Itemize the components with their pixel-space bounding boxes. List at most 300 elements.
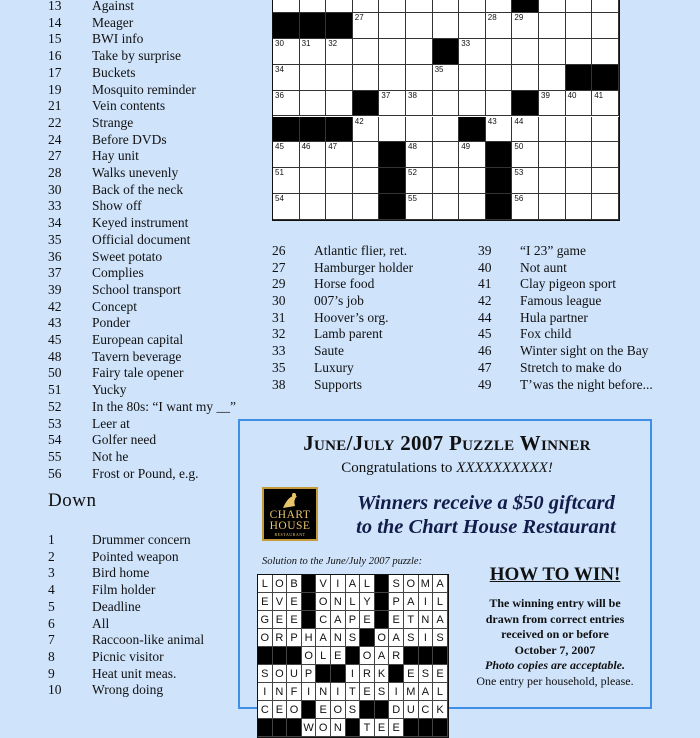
solution-cell: I <box>258 683 273 701</box>
crossword-cell[interactable] <box>379 13 406 39</box>
solution-black-square <box>258 647 273 665</box>
crossword-cell[interactable] <box>353 142 380 168</box>
crossword-cell[interactable] <box>592 117 619 143</box>
solution-cell: P <box>287 629 302 647</box>
solution-cell: E <box>331 647 346 665</box>
crossword-cell[interactable] <box>379 91 406 117</box>
across-clue <box>48 265 144 281</box>
clue-text: Golfer need <box>92 432 157 448</box>
cell-number: 34 <box>275 64 284 74</box>
across-clue <box>48 198 142 214</box>
clue-number: 52 <box>48 398 62 414</box>
chart-house-logo <box>262 487 318 541</box>
solution-black-square <box>389 665 404 683</box>
solution-black-square <box>331 665 346 683</box>
logo-text-chart: CHART <box>269 509 311 521</box>
clue-text: School transport <box>92 281 181 297</box>
crossword-cell[interactable] <box>300 65 327 91</box>
solution-cell: O <box>258 629 273 647</box>
solution-black-square <box>433 647 448 665</box>
solution-black-square <box>360 701 375 719</box>
clue-text: “I 23” game <box>520 243 586 258</box>
solution-black-square <box>258 719 273 737</box>
across-clue <box>48 165 178 181</box>
black-square <box>566 65 593 91</box>
black-square <box>486 194 513 220</box>
crossword-cell[interactable] <box>459 168 486 194</box>
down-clue <box>48 616 109 632</box>
across-clue <box>48 65 136 81</box>
crossword-cell[interactable] <box>566 194 593 220</box>
solution-cell: A <box>433 575 448 593</box>
solution-cell: K <box>433 701 448 719</box>
solution-cell: S <box>433 629 448 647</box>
sailor-icon <box>279 492 301 510</box>
crossword-cell[interactable] <box>406 142 433 168</box>
crossword-cell[interactable] <box>326 91 353 117</box>
cell-number: 32 <box>328 38 338 48</box>
clue-number: 53 <box>48 415 62 431</box>
clue-text: Not aunt <box>520 259 567 275</box>
crossword-cell[interactable] <box>592 142 619 168</box>
cell-number: 36 <box>275 90 284 100</box>
across-clue <box>48 416 130 432</box>
crossword-cell[interactable] <box>592 0 619 13</box>
clue-text: Sweet potato <box>92 248 163 264</box>
crossword-cell[interactable] <box>566 0 593 13</box>
clue-number: 19 <box>48 81 62 97</box>
clue-number: 22 <box>48 114 62 130</box>
solution-cell: S <box>375 683 390 701</box>
clue-text: Walks unevenly <box>92 165 179 180</box>
solution-cell: O <box>287 701 302 719</box>
crossword-cell[interactable] <box>539 13 566 39</box>
crossword-cell[interactable] <box>459 39 486 65</box>
solution-cell: V <box>316 575 331 593</box>
crossword-cell[interactable] <box>273 65 300 91</box>
clue-number: 49 <box>478 376 492 392</box>
contest-rules <box>462 596 648 689</box>
clue-text: T’was the night before... <box>520 376 653 392</box>
cell-number: 50 <box>514 142 524 152</box>
clue-number: 55 <box>48 448 62 464</box>
solution-cell: G <box>258 611 273 629</box>
black-square <box>379 142 406 168</box>
down-clue <box>48 682 163 698</box>
clue-text: Buckets <box>92 64 136 80</box>
down-clue <box>478 343 678 360</box>
solution-cell: N <box>331 593 346 611</box>
solution-cell: N <box>331 629 346 647</box>
crossword-cell[interactable] <box>273 91 300 117</box>
crossword-cell[interactable] <box>539 39 566 65</box>
crossword-cell[interactable] <box>353 117 380 143</box>
clue-text: Before DVDs <box>92 131 167 147</box>
clue-number: 30 <box>272 293 286 309</box>
solution-cell: O <box>316 593 331 611</box>
solution-black-square <box>316 665 331 683</box>
solution-cell: L <box>433 683 448 701</box>
crossword-cell[interactable] <box>592 194 619 220</box>
crossword-cell[interactable] <box>300 39 327 65</box>
clue-number: 27 <box>272 259 286 275</box>
crossword-cell[interactable] <box>592 39 619 65</box>
prize-line-2: to the Chart House Restaurant <box>356 516 616 538</box>
down-clue <box>272 360 477 377</box>
crossword-cell[interactable] <box>326 65 353 91</box>
clue-text: Lamb parent <box>314 326 383 342</box>
solution-black-square <box>375 701 390 719</box>
crossword-cell[interactable] <box>353 65 380 91</box>
crossword-cell[interactable] <box>512 142 539 168</box>
crossword-cell[interactable] <box>433 117 460 143</box>
crossword-cell[interactable] <box>353 194 380 220</box>
solution-cell: A <box>346 575 361 593</box>
solution-cell: A <box>389 629 404 647</box>
crossword-cell[interactable] <box>379 39 406 65</box>
clue-text: Vein contents <box>92 98 166 114</box>
crossword-cell[interactable] <box>539 194 566 220</box>
clue-number: 37 <box>48 265 62 281</box>
solution-cell: O <box>404 575 419 593</box>
crossword-cell[interactable] <box>486 91 513 117</box>
crossword-cell[interactable] <box>406 13 433 39</box>
rule-line-4: October 7, 2007 <box>514 642 596 657</box>
crossword-cell[interactable] <box>592 13 619 39</box>
logo-text-house: HOUSE <box>269 520 311 532</box>
crossword-cell[interactable] <box>406 194 433 220</box>
cell-number: 33 <box>461 38 471 48</box>
down-clue <box>48 599 141 615</box>
clue-number: 33 <box>48 198 62 214</box>
clue-number: 32 <box>272 326 286 342</box>
clue-text: Stretch to make do <box>520 359 622 375</box>
cell-number: 38 <box>408 90 417 100</box>
clue-text: Saute <box>314 343 344 359</box>
crossword-cell[interactable] <box>326 168 353 194</box>
cell-number: 31 <box>301 38 311 48</box>
across-clue <box>48 115 133 131</box>
crossword-cell[interactable] <box>273 168 300 194</box>
crossword-cell[interactable] <box>459 142 486 168</box>
clue-text: Raccoon-like animal <box>92 632 205 648</box>
cell-number: 37 <box>381 90 391 100</box>
solution-black-square <box>404 719 419 737</box>
black-square <box>433 65 460 91</box>
winner-title: June/July 2007 Puzzle Winner <box>303 431 591 455</box>
crossword-cell[interactable] <box>433 91 460 117</box>
crossword-cell[interactable] <box>326 39 353 65</box>
crossword-cell[interactable] <box>512 194 539 220</box>
crossword-cell[interactable] <box>459 194 486 220</box>
prize-text <box>336 491 636 539</box>
clue-text: Strange <box>92 114 134 130</box>
crossword-cell[interactable] <box>566 168 593 194</box>
solution-cell: F <box>287 683 302 701</box>
solution-cell: M <box>404 683 419 701</box>
clue-text: Fairy tale opener <box>92 365 184 381</box>
solution-cell: N <box>331 719 346 737</box>
across-clue <box>48 232 190 248</box>
black-square <box>326 13 353 39</box>
across-clue <box>48 332 183 348</box>
solution-cell: W <box>302 719 317 737</box>
clue-number: 50 <box>48 365 62 381</box>
solution-cell: I <box>419 593 434 611</box>
black-square <box>592 65 619 91</box>
black-square <box>300 117 327 143</box>
black-square <box>353 13 380 39</box>
crossword-cell[interactable] <box>353 39 380 65</box>
solution-cell: L <box>316 647 331 665</box>
clue-number: 3 <box>48 565 55 581</box>
clue-text: Wrong doing <box>92 682 164 698</box>
clue-number: 54 <box>48 432 62 448</box>
crossword-cell[interactable] <box>300 168 327 194</box>
crossword-cell[interactable] <box>486 39 513 65</box>
cell-number: 28 <box>487 12 497 22</box>
crossword-cell[interactable] <box>406 65 433 91</box>
clue-text: Not he <box>92 448 129 464</box>
crossword-cell[interactable] <box>326 142 353 168</box>
crossword-cell[interactable] <box>273 194 300 220</box>
crossword-cell[interactable] <box>406 0 433 13</box>
solution-black-square <box>287 647 302 665</box>
crossword-cell[interactable] <box>486 0 513 13</box>
solution-cell: E <box>258 593 273 611</box>
solution-black-square <box>375 593 390 611</box>
crossword-cell[interactable] <box>539 65 566 91</box>
solution-cell: K <box>375 665 390 683</box>
down-clue <box>478 276 678 293</box>
crossword-cell[interactable] <box>486 117 513 143</box>
clue-text: Hay unit <box>92 148 139 164</box>
clue-text: Film holder <box>92 582 156 598</box>
cell-number: 43 <box>487 116 497 126</box>
solution-black-square <box>419 719 434 737</box>
clue-number: 45 <box>48 332 62 347</box>
solution-cell: P <box>346 611 361 629</box>
clue-text: Winter sight on the Bay <box>520 343 649 359</box>
cell-number: 35 <box>434 64 444 74</box>
clue-number: 33 <box>272 343 286 359</box>
crossword-cell[interactable] <box>273 39 300 65</box>
down-heading: Down <box>48 490 97 511</box>
solution-cell: L <box>433 593 448 611</box>
solution-cell: U <box>404 701 419 719</box>
solution-cell: S <box>258 665 273 683</box>
crossword-cell[interactable] <box>353 0 380 13</box>
solution-black-square <box>346 647 361 665</box>
crossword-cell[interactable] <box>566 91 593 117</box>
clue-number: 13 <box>48 0 62 13</box>
down-clue <box>272 377 477 394</box>
solution-black-square <box>375 611 390 629</box>
across-clue <box>48 0 134 14</box>
solution-cell: N <box>273 683 288 701</box>
cell-number: 47 <box>328 142 338 152</box>
crossword-cell[interactable] <box>433 168 460 194</box>
solution-cell: E <box>360 683 375 701</box>
clue-number: 17 <box>48 64 62 80</box>
down-clue <box>478 293 678 310</box>
solution-cell: L <box>258 575 273 593</box>
clue-number: 27 <box>48 148 62 164</box>
crossword-cell[interactable] <box>566 117 593 143</box>
crossword-cell[interactable] <box>326 0 353 13</box>
black-square <box>512 91 539 117</box>
solution-cell: I <box>302 683 317 701</box>
crossword-cell[interactable] <box>406 39 433 65</box>
solution-cell: R <box>360 665 375 683</box>
crossword-cell[interactable] <box>539 168 566 194</box>
clue-number: 34 <box>48 215 62 231</box>
across-clue <box>48 249 162 265</box>
clue-text: Frost or Pound, e.g. <box>92 465 199 481</box>
solution-cell: V <box>273 593 288 611</box>
solution-cell: O <box>331 701 346 719</box>
cell-number: 39 <box>541 90 550 100</box>
crossword-cell[interactable] <box>433 0 460 13</box>
clue-number: 9 <box>48 665 55 681</box>
crossword-cell[interactable] <box>273 142 300 168</box>
crossword-cell[interactable] <box>300 91 327 117</box>
crossword-grid <box>272 0 620 221</box>
cell-number: 42 <box>354 116 364 126</box>
clue-text: Official document <box>92 231 191 247</box>
crossword-cell[interactable] <box>300 0 327 13</box>
crossword-cell[interactable] <box>592 91 619 117</box>
crossword-cell[interactable] <box>406 168 433 194</box>
crossword-cell[interactable] <box>566 13 593 39</box>
crossword-cell[interactable] <box>433 194 460 220</box>
crossword-cell[interactable] <box>539 117 566 143</box>
crossword-cell[interactable] <box>566 142 593 168</box>
across-clue <box>48 432 156 448</box>
solution-cell: B <box>287 575 302 593</box>
winner-name: XXXXXXXXXX! <box>456 460 553 476</box>
across-clue <box>48 82 196 98</box>
crossword-cell[interactable] <box>300 194 327 220</box>
solution-cell: L <box>346 593 361 611</box>
crossword-cell[interactable] <box>406 91 433 117</box>
crossword-cell[interactable] <box>459 13 486 39</box>
down-clue <box>478 377 678 394</box>
clue-text: 007’s job <box>314 293 364 309</box>
crossword-cell[interactable] <box>459 0 486 13</box>
black-square <box>379 194 406 220</box>
crossword-cell[interactable] <box>379 117 406 143</box>
crossword-cell[interactable] <box>459 91 486 117</box>
crossword-cell[interactable] <box>273 0 300 13</box>
down-clue-list-mid <box>272 243 477 393</box>
black-square <box>512 0 539 13</box>
crossword-cell[interactable] <box>539 0 566 13</box>
crossword-cell[interactable] <box>566 39 593 65</box>
crossword-cell[interactable] <box>326 194 353 220</box>
logo-text-restaurant: RESTAURANT <box>274 532 306 537</box>
clue-number: 16 <box>48 48 62 64</box>
crossword-cell[interactable] <box>433 142 460 168</box>
across-clue <box>48 382 127 398</box>
clue-number: 30 <box>48 181 62 197</box>
puzzle-winner-panel <box>238 419 652 734</box>
cell-number: 48 <box>408 142 417 152</box>
crossword-cell[interactable] <box>353 168 380 194</box>
solution-cell: H <box>302 629 317 647</box>
clue-text: Heat unit meas. <box>92 665 177 681</box>
across-clue <box>48 31 143 47</box>
crossword-cell[interactable] <box>406 117 433 143</box>
crossword-cell[interactable] <box>539 142 566 168</box>
crossword-cell[interactable] <box>592 168 619 194</box>
crossword-cell[interactable] <box>379 65 406 91</box>
clue-text: Take by surprise <box>92 48 182 64</box>
black-square <box>273 13 300 39</box>
down-clue <box>48 666 176 682</box>
solution-black-square <box>302 611 317 629</box>
solution-cell: I <box>389 683 404 701</box>
crossword-cell[interactable] <box>512 39 539 65</box>
solution-cell: A <box>433 611 448 629</box>
down-clue <box>478 326 678 343</box>
clue-number: 29 <box>272 276 286 292</box>
clue-number: 15 <box>48 31 62 47</box>
black-square <box>433 39 460 65</box>
across-clue <box>48 148 139 164</box>
solution-black-square <box>302 701 317 719</box>
down-clue <box>478 243 678 260</box>
cell-number: 44 <box>514 116 524 126</box>
solution-cell: O <box>375 629 390 647</box>
crossword-cell[interactable] <box>512 13 539 39</box>
clue-text: Luxury <box>314 359 354 375</box>
across-clue <box>48 349 181 365</box>
clue-number: 42 <box>48 298 62 314</box>
across-clue <box>48 15 133 31</box>
solution-cell: E <box>273 611 288 629</box>
crossword-cell[interactable] <box>300 142 327 168</box>
cell-number: 54 <box>275 194 284 204</box>
black-square <box>486 13 513 39</box>
solution-cell: I <box>346 665 361 683</box>
clue-number: 45 <box>478 326 492 342</box>
clue-text: Concept <box>92 298 137 314</box>
down-clue <box>272 260 477 277</box>
cell-number: 30 <box>275 38 284 48</box>
solution-cell: E <box>375 719 390 737</box>
crossword-cell[interactable] <box>433 13 460 39</box>
crossword-cell[interactable] <box>459 65 486 91</box>
solution-cell: Y <box>360 593 375 611</box>
clue-text: Clay pigeon sport <box>520 276 616 292</box>
crossword-cell[interactable] <box>486 65 513 91</box>
solution-cell: T <box>346 683 361 701</box>
solution-grid <box>257 574 449 738</box>
clue-text: Back of the neck <box>92 181 184 197</box>
clue-text: Drummer concern <box>92 532 191 547</box>
crossword-cell[interactable] <box>512 168 539 194</box>
crossword-cell[interactable] <box>379 0 406 13</box>
solution-cell: P <box>302 665 317 683</box>
crossword-cell[interactable] <box>512 65 539 91</box>
clue-number: 24 <box>48 131 62 147</box>
black-square <box>379 168 406 194</box>
solution-cell: T <box>404 611 419 629</box>
clue-number: 14 <box>48 14 62 30</box>
crossword-cell[interactable] <box>539 91 566 117</box>
solution-cell: I <box>331 683 346 701</box>
